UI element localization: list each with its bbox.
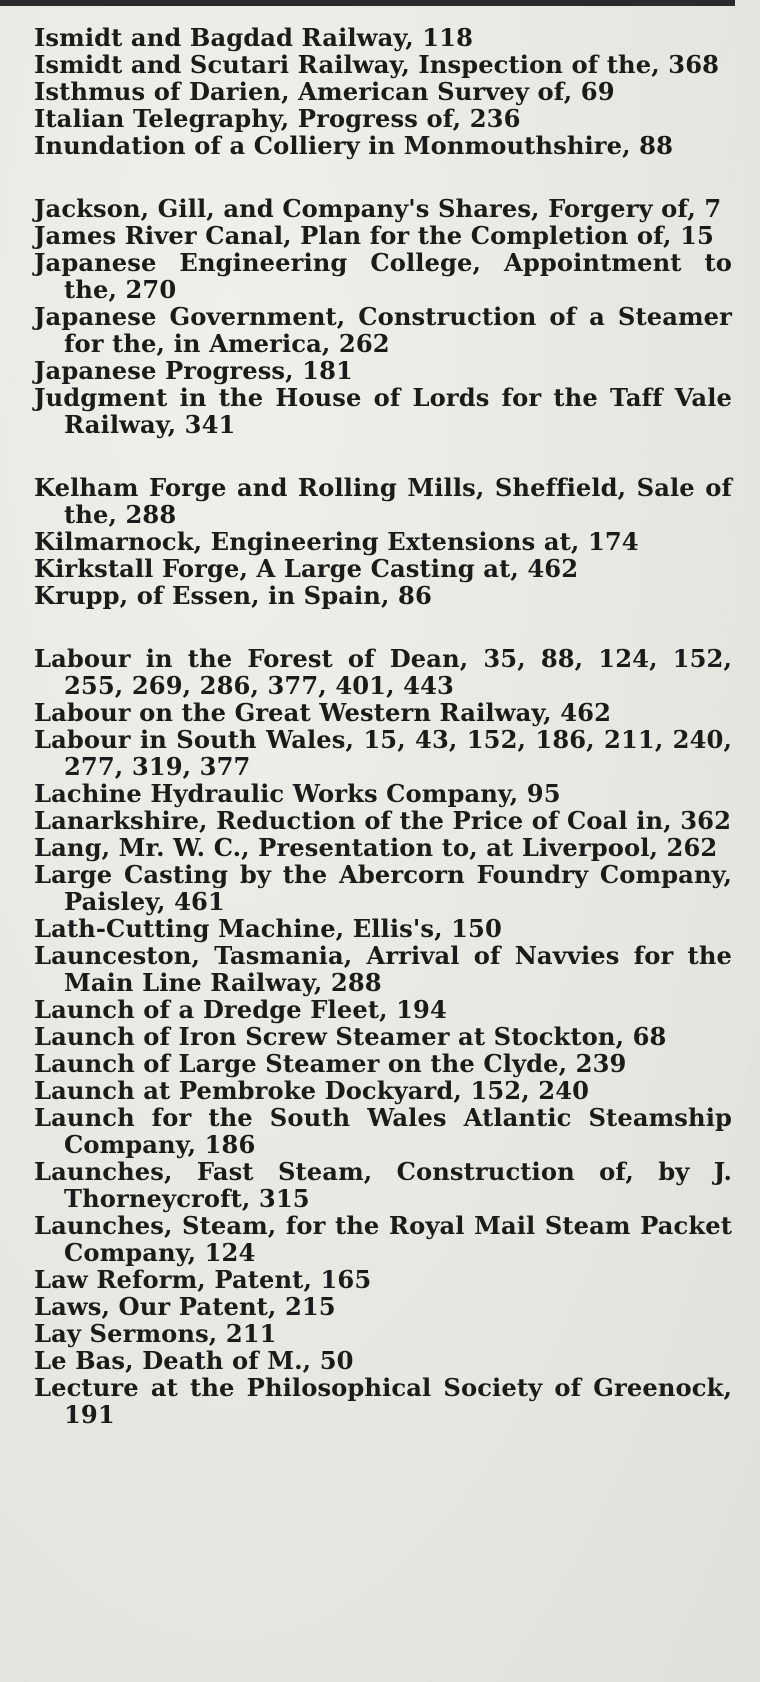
index-entry: Labour on the Great Western Railway, 462 — [34, 698, 612, 727]
index-entry: Le Bas, Death of M., 50 — [34, 1346, 354, 1375]
index-entry: Launceston, Tasmania, Arrival of Navvies for the Main Line Railway, 288 — [34, 941, 732, 997]
index-entry: Isthmus of Darien, American Survey of, 69 — [34, 77, 615, 106]
index-entry: Lang, Mr. W. C., Presentation to, at Liverpool, 262 — [34, 833, 718, 862]
index-entry: Lanarkshire, Reduction of the Price of Coal in, 362 — [34, 806, 732, 835]
index-entry: Italian Telegraphy, Progress of, 236 — [34, 104, 521, 133]
index-entry: Lath-Cutting Machine, Ellis's, 150 — [34, 914, 502, 943]
index-entry: Judgment in the House of Lords for the Taff Vale Railway, 341 — [34, 383, 732, 439]
index-entry: Laws, Our Patent, 215 — [34, 1292, 336, 1321]
index-entry: Kirkstall Forge, A Large Casting at, 462 — [34, 554, 579, 583]
index-entry: Large Casting by the Abercorn Foundry Company, Paisley, 461 — [34, 860, 732, 916]
index-entry: Launches, Fast Steam, Construction of, by J. Thorneycroft, 315 — [34, 1157, 732, 1213]
index-entry: Law Reform, Patent, 165 — [34, 1265, 372, 1294]
index-entry: Launch at Pembroke Dockyard, 152, 240 — [34, 1076, 590, 1105]
index-entry: Japanese Government, Construction of a Steamer for the, in America, 262 — [34, 302, 732, 358]
index-group-k — [34, 474, 732, 609]
index-entry: Launch for the South Wales Atlantic Steamship Company, 186 — [34, 1103, 732, 1159]
index-group-i — [34, 24, 732, 159]
index-entry: Lay Sermons, 211 — [34, 1319, 277, 1348]
index-entry: Launch of a Dredge Fleet, 194 — [34, 995, 447, 1024]
index-entry: Krupp, of Essen, in Spain, 86 — [34, 581, 432, 610]
index-entry: Labour in the Forest of Dean, 35, 88, 124, 152, 255, 269, 286, 377, 401, 443 — [34, 644, 732, 700]
index-entry: Ismidt and Bagdad Railway, 118 — [34, 23, 474, 52]
index-entry: Inundation of a Colliery in Monmouthshire, 88 — [34, 131, 674, 160]
index-group-j — [34, 195, 732, 438]
index-entry: Jackson, Gill, and Company's Shares, Forgery of, 7 — [34, 194, 722, 223]
index-entry: Lecture at the Philosophical Society of Greenock, 191 — [34, 1373, 732, 1429]
index-entry: Kilmarnock, Engineering Extensions at, 174 — [34, 527, 639, 556]
index-entry: Labour in South Wales, 15, 43, 152, 186, 211, 240, 277, 319, 377 — [34, 725, 732, 781]
index-entry: Lachine Hydraulic Works Company, 95 — [34, 779, 561, 808]
index-entry: Ismidt and Scutari Railway, Inspection of the, 368 — [34, 50, 720, 79]
index-entry: Kelham Forge and Rolling Mills, Sheffield, Sale of the, 288 — [34, 473, 732, 529]
index-column — [34, 24, 732, 1428]
index-entry: James River Canal, Plan for the Completion of, 15 — [34, 221, 714, 250]
top-rule — [0, 0, 735, 6]
index-entry: Japanese Engineering College, Appointment to the, 270 — [34, 248, 732, 304]
index-entry: Launch of Iron Screw Steamer at Stockton, 68 — [34, 1022, 667, 1051]
index-entry: Launch of Large Steamer on the Clyde, 239 — [34, 1049, 627, 1078]
index-group-l — [34, 645, 732, 1428]
index-entry: Japanese Progress, 181 — [34, 356, 353, 385]
index-entry: Launches, Steam, for the Royal Mail Steam Packet Company, 124 — [34, 1211, 732, 1267]
